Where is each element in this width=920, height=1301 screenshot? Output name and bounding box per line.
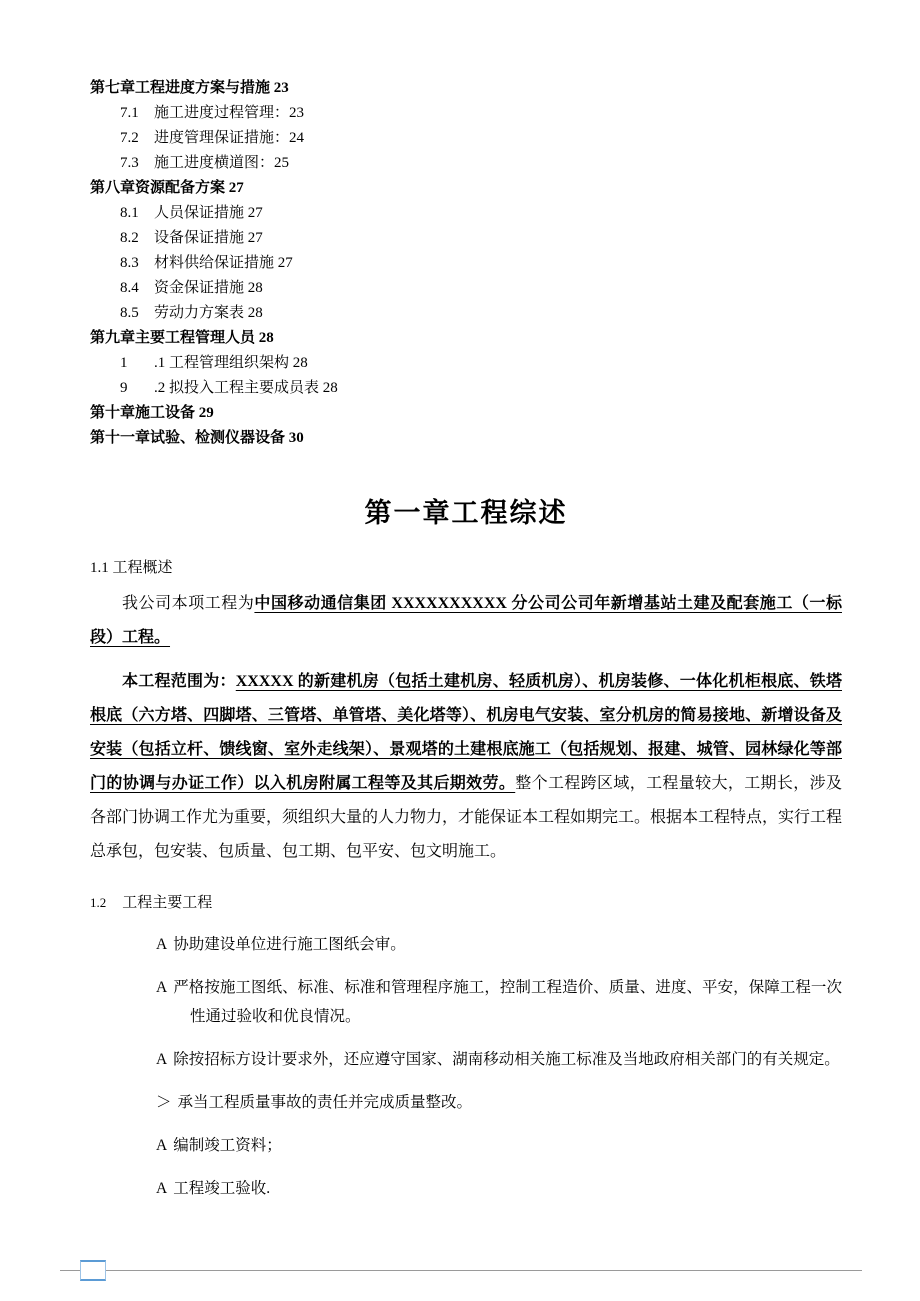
toc-entry-label: 人员保证措施 27 xyxy=(154,205,263,221)
toc-sub-entry xyxy=(90,351,842,376)
toc-sub-entry xyxy=(90,101,842,126)
table-of-contents xyxy=(90,76,842,451)
paragraph-emphasized-text: XXXXX 的新建机房（包括土建机房、轻质机房）、机房装修、一体化机柜根底、铁塔根底（六方塔、四脚塔、三管塔、单管塔、美化塔等）、机房电气安装、室分机房的简易接地、新增设备及安装（包括立杆、馈线窗、室外走线架）、景观塔的土建根底施工（包括规划、报建、城管、园林绿化等部门的协调与办证工作）以入机房附属工程等及其后期效劳。 xyxy=(90,673,842,792)
toc-sub-entry xyxy=(90,226,842,251)
chapter-title: 第一章工程综述 xyxy=(364,498,568,528)
toc-entry-label: .1 工程管理组织架构 28 xyxy=(154,355,308,371)
list-item xyxy=(90,1045,842,1074)
paragraph-body-text: 整个工程跨区域，工程量较大，工期长，涉及各部门协调工作尤为重要，须组织大量的人力物力，才能保证本工程如期完工。根据本工程特点，实行工程总承包，包安装、包质量、包工期、包平安、包文明施工。 xyxy=(90,775,843,860)
toc-chapter-entry xyxy=(90,401,842,426)
paragraph-emphasized-text: 中国移动通信集团 XXXXXXXXXX 分公司公司年新增基站土建及配套施工（一标段）工程。 xyxy=(90,595,842,646)
toc-entry-label: 第十章施工设备 29 xyxy=(90,405,214,421)
footer-divider xyxy=(60,1270,862,1271)
toc-sub-entry xyxy=(90,151,842,176)
toc-sub-entry xyxy=(90,251,842,276)
toc-entry-label: 劳动力方案表 28 xyxy=(154,305,263,321)
paragraph-lead-text: 我公司本项工程为 xyxy=(122,595,255,612)
list-item xyxy=(90,1131,842,1160)
toc-entry-number: 1 xyxy=(120,355,128,371)
section-title: 工程主要工程 xyxy=(122,895,213,911)
toc-sub-entry xyxy=(90,301,842,326)
paragraph-lead-text: 本工程范围为： xyxy=(122,673,236,690)
list-item-marker: A xyxy=(156,1180,168,1197)
list-item-marker: A xyxy=(156,1051,168,1068)
work-items-list xyxy=(90,930,842,1203)
toc-entry-number: 7.3 xyxy=(120,155,139,171)
toc-chapter-entry xyxy=(90,176,842,201)
toc-chapter-entry xyxy=(90,76,842,101)
list-item-marker: A xyxy=(156,936,168,953)
toc-chapter-entry xyxy=(90,326,842,351)
list-item xyxy=(90,930,842,959)
toc-entry-label: 进度管理保证措施：24 xyxy=(154,130,305,146)
toc-chapter-entry xyxy=(90,426,842,451)
list-item-text: 除按招标方设计要求外，还应遵守国家、湖南移动相关施工标准及当地政府相关部门的有关规定。 xyxy=(173,1051,840,1068)
list-item-marker: ＞ xyxy=(156,1094,172,1111)
toc-entry-label: 第七章工程进度方案与措施 23 xyxy=(90,80,289,96)
list-item-text: 承当工程质量事故的责任并完成质量整改。 xyxy=(177,1094,473,1111)
list-item xyxy=(90,1088,842,1117)
section-heading-1-2 xyxy=(90,891,842,912)
toc-entry-number: 8.5 xyxy=(120,305,139,321)
toc-entry-number: 7.1 xyxy=(120,105,139,121)
toc-sub-entry xyxy=(90,276,842,301)
toc-entry-number: 8.2 xyxy=(120,230,139,246)
toc-sub-entry xyxy=(90,376,842,401)
toc-entry-label: .2 拟投入工程主要成员表 28 xyxy=(154,380,338,396)
list-item-marker: A xyxy=(156,979,168,996)
toc-entry-number: 8.1 xyxy=(120,205,139,221)
toc-entry-label: 第八章资源配备方案 27 xyxy=(90,180,244,196)
toc-entry-number: 8.3 xyxy=(120,255,139,271)
toc-entry-label: 第十一章试验、检测仪器设备 30 xyxy=(90,430,304,446)
toc-entry-label: 施工进度过程管理：23 xyxy=(154,105,305,121)
section-heading-1-1: 1.1 工程概述 xyxy=(90,560,173,576)
paragraph-project-statement xyxy=(90,587,842,655)
list-item xyxy=(90,973,842,1031)
list-item-text: 工程竣工验收. xyxy=(173,1180,271,1197)
toc-sub-entry xyxy=(90,126,842,151)
section-number: 1.2 xyxy=(90,895,107,910)
list-item-text: 协助建设单位进行施工图纸会审。 xyxy=(173,936,406,953)
toc-entry-label: 设备保证措施 27 xyxy=(154,230,263,246)
list-item xyxy=(90,1174,842,1203)
toc-entry-number: 8.4 xyxy=(120,280,139,296)
toc-entry-label: 资金保证措施 28 xyxy=(154,280,263,296)
toc-entry-label: 第九章主要工程管理人员 28 xyxy=(90,330,274,346)
list-item-text: 编制竣工资料； xyxy=(173,1137,282,1154)
paragraph-project-scope xyxy=(90,665,842,869)
toc-entry-number: 9 xyxy=(120,380,128,396)
list-item-marker: A xyxy=(156,1137,168,1154)
toc-entry-label: 材料供给保证措施 27 xyxy=(154,255,293,271)
toc-sub-entry xyxy=(90,201,842,226)
toc-entry-label: 施工进度横道图：25 xyxy=(154,155,290,171)
footer-page-number-frame xyxy=(80,1260,106,1281)
list-item-text: 严格按施工图纸、标准、标准和管理程序施工，控制工程造价、质量、进度、平安，保障工程一次性通过验收和优良情况。 xyxy=(173,979,842,1025)
toc-entry-number: 7.2 xyxy=(120,130,139,146)
